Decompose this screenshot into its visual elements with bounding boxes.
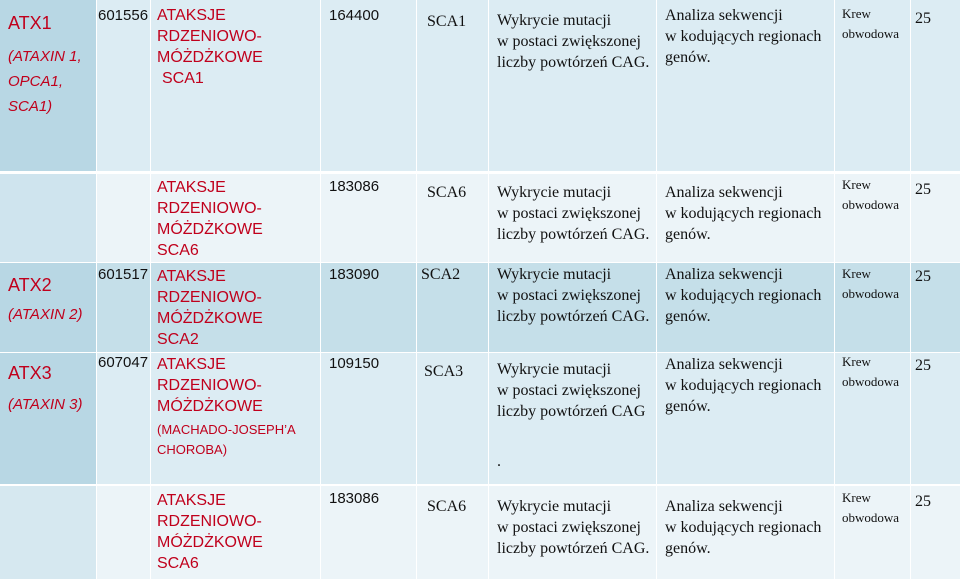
disease-abbr: SCA6 [427,498,467,515]
sample-material: Krew obwodowa [842,177,900,212]
test-description: Wykrycie mutacji w postaci zwiększonej liczby powtórzeń CAG. [497,266,650,325]
gene-name: ATX1 (ATAXIN 1, OPCA1, SCA1) [8,13,82,115]
test-description: Wykrycie mutacji w postaci zwiększonej liczby powtórzeń CAG. [497,498,650,557]
column-divider [910,0,911,579]
method-description: Analiza sekwencji w kodujących regionach genów. [665,498,822,557]
test-description: Wykrycie mutacji w postaci zwiększonej liczby powtórzeń CAG. [497,184,650,243]
turnaround-days: 25 [915,493,931,510]
sample-material: Krew obwodowa [842,354,900,389]
disease-omim: 109150 [329,355,380,372]
test-description: Wykrycie mutacji w postaci zwiększonej liczby powtórzeń CAG . [497,361,646,470]
omim-number: 601556 [98,7,149,24]
method-description: Analiza sekwencji w kodujących regionach genów. [665,356,822,415]
sample-material: Krew obwodowa [842,490,900,525]
column-divider [416,0,417,579]
sample-material: Krew obwodowa [842,6,900,41]
turnaround-days: 25 [915,357,931,374]
disease-abbr: SCA1 [427,13,467,30]
disease-name: ATAKSJE RDZENIOWO- MÓŻDŻKOWE (MACHADO-JOSEPH’A CHOROBA) [157,356,296,457]
disease-abbr: SCA6 [427,184,467,201]
column-divider [320,0,321,579]
method-description: Analiza sekwencji w kodujących regionach genów. [665,7,822,66]
turnaround-days: 25 [915,181,931,198]
omim-number: 601517 [98,266,149,283]
gene-cell [0,486,96,579]
turnaround-days: 25 [915,268,931,285]
gene-name: ATX3 (ATAXIN 3) [8,363,83,413]
disease-abbr: SCA3 [424,363,464,380]
disease-name: ATAKSJE RDZENIOWO- MÓŻDŻKOWE SCA6 [157,179,263,259]
method-description: Analiza sekwencji w kodujących regionach genów. [665,266,822,325]
disease-name: ATAKSJE RDZENIOWO- MÓŻDŻKOWE SCA6 [157,492,263,572]
column-divider [150,0,151,579]
test-description: Wykrycie mutacji w postaci zwiększonej liczby powtórzeń CAG. [497,12,650,71]
disease-name: ATAKSJE RDZENIOWO- MÓŻDŻKOWE SCA1 [157,7,263,87]
omim-number: 607047 [98,354,149,371]
disease-abbr: SCA2 [421,266,461,283]
disease-omim: 164400 [329,7,380,24]
gene-name: ATX2 (ATAXIN 2) [8,275,83,323]
disease-omim: 183086 [329,490,380,507]
column-divider [488,0,489,579]
turnaround-days: 25 [915,10,931,27]
column-divider [656,0,657,579]
method-description: Analiza sekwencji w kodujących regionach genów. [665,184,822,243]
sample-material: Krew obwodowa [842,266,900,301]
disease-omim: 183086 [329,178,380,195]
column-divider [96,0,97,579]
column-divider [834,0,835,579]
gene-cell [0,174,96,262]
disease-omim: 183090 [329,266,380,283]
disease-name: ATAKSJE RDZENIOWO- MÓŻDŻKOWE SCA2 [157,268,263,348]
